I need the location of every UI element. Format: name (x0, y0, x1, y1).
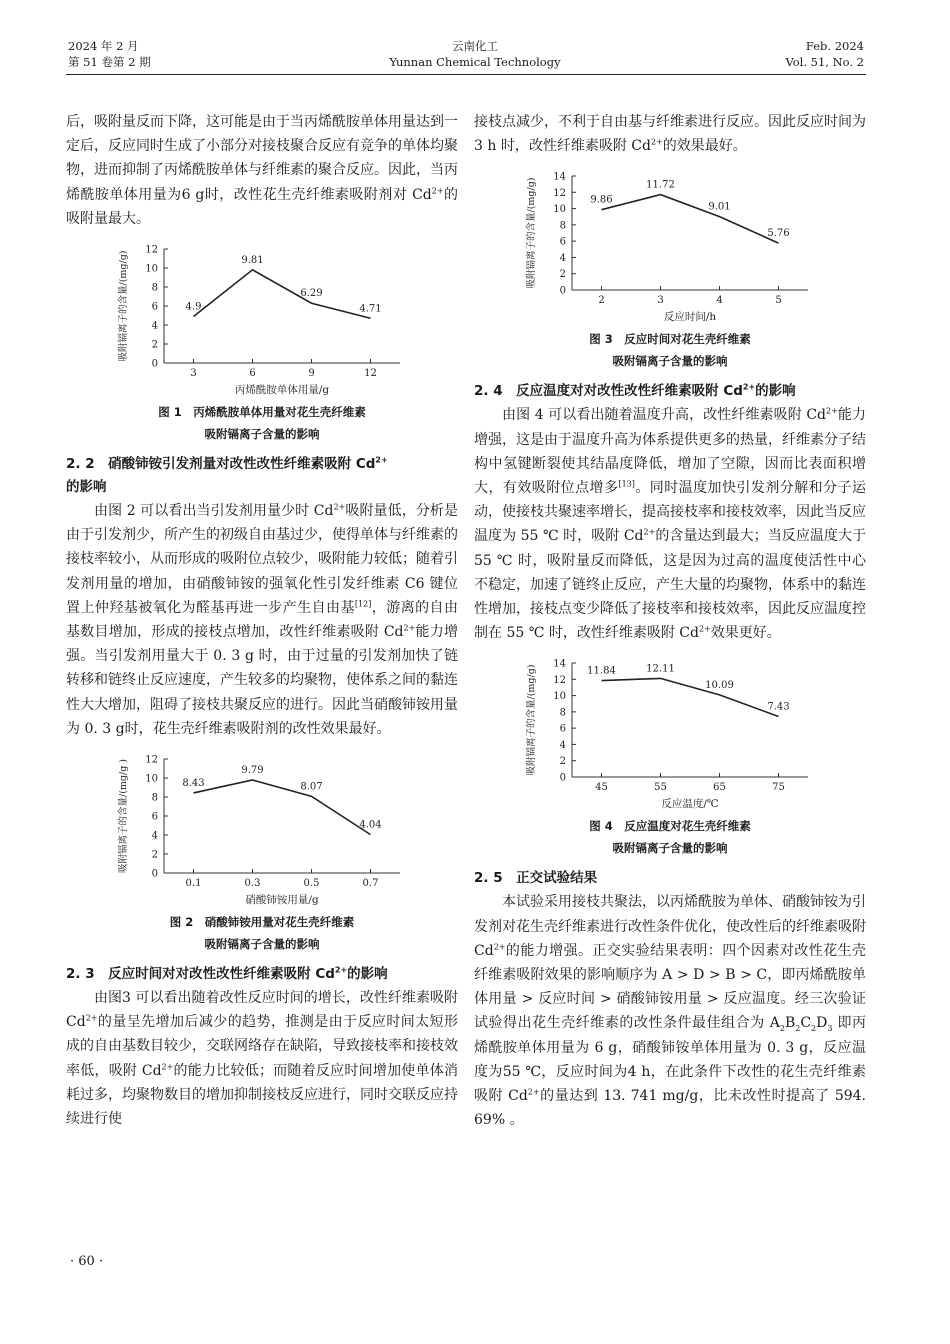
right-column (474, 110, 866, 1132)
y-tick-label: 6 (151, 301, 158, 313)
data-label: 7.43 (767, 701, 790, 713)
y-axis-label: 吸附镉离子的含量/(mg/g) (526, 177, 537, 289)
figure-3-chart (520, 166, 820, 326)
y-tick-label: 0 (559, 285, 566, 297)
series-line (194, 270, 371, 318)
journal-date-issue-en (785, 38, 864, 70)
x-tick-label: 65 (713, 782, 726, 794)
y-tick-label: 4 (559, 740, 566, 752)
data-label: 11.72 (646, 179, 675, 191)
header-date: 2024 年 2 月 (68, 39, 139, 53)
figure-2-chart (112, 749, 412, 909)
y-tick-label: 6 (559, 724, 566, 736)
data-label: 11.84 (587, 666, 616, 678)
y-tick-label: 0 (151, 868, 158, 880)
x-tick-label: 9 (308, 368, 315, 380)
header-volume-en: Vol. 51, No. 2 (785, 55, 864, 69)
y-axis-label: 吸附镉离子的含量/(mg/g ) (118, 759, 129, 874)
x-tick-label: 3 (190, 368, 197, 380)
paragraph: 接枝点减少，不利于自由基与纤维素进行反应。因此反应时间为 3 h 时，改性纤维素吸附 $Cd^{2+}$的效果最好。 (474, 114, 866, 155)
y-tick-label: 8 (559, 220, 566, 232)
x-tick-label: 0.3 (244, 878, 261, 890)
y-tick-label: 0 (559, 772, 566, 784)
y-tick-label: 2 (151, 339, 158, 351)
paragraph: 由图 4 可以看出随着温度升高，改性纤维素吸附 $Cd^{2+}$能力增强，这是由于温度升高为体系提供更多的热量，纤维素分子结构中氢键断裂使其结晶度降低，增加了空隙，因而比表面积增大，有效吸附位点增多[13]。同时温度加快引发剂分解和分子运动，使接枝共聚速率增长，提高接枝率和接枝效率，因此当反应温度为 55 ℃ 时，吸附 $Cd^{2+}$的含量达到最大；当反应温度大于 55 ℃ 时，吸附量反而降低，这是因为过高的温度使活性中心不稳定，加速了链终止反应，产生大量的均聚物，体系中的黏连性增加，接枝点变少降低了接枝率和接枝效率，因此反应温度控制在 55 ℃ 时，改性纤维素吸附 $Cd^{2+}$效果更好。 (474, 406, 867, 642)
header-journal-cn: 云南化工 (452, 39, 498, 53)
y-tick-label: 10 (553, 691, 566, 703)
page-number: · 60 · (70, 1254, 104, 1269)
x-axis-label: 反应时间/h (663, 311, 717, 324)
y-tick-label: 12 (553, 675, 566, 687)
series-line (602, 679, 779, 717)
y-tick-label: 10 (145, 773, 158, 785)
y-tick-label: 4 (559, 253, 566, 265)
figure-4-chart (520, 653, 820, 813)
data-label: 9.86 (590, 195, 613, 207)
y-tick-label: 14 (553, 658, 566, 670)
figure-1-caption: 图 1 丙烯酰胺单体用量对花生壳纤维素 吸附镉离子含量的影响 (158, 405, 366, 442)
section-2-2-heading: 2. 2 硝酸铈铵引发剂量对改性改性纤维素吸附 $Cd^{2+}$ 的影响 (66, 455, 388, 496)
y-tick-label: 4 (151, 830, 158, 842)
x-tick-label: 0.5 (303, 878, 320, 890)
paragraph: 由图3 可以看出随着改性反应时间的增长，改性纤维素吸附 $Cd^{2+}$的量呈先增加后减少的趋势，推测是由于反应时间太短形成的自由基数目较少，交联网络存在缺陷，导致接枝率和接枝效率低，吸附 $Cd^{2+}$的能力比较低；而随着反应时间增加使单体消耗过多，均聚物数目的增加抑制接枝反应进行，同时交联反应持续进行使 (66, 990, 459, 1128)
y-tick-label: 2 (559, 269, 566, 281)
data-label: 9.01 (708, 202, 731, 214)
y-tick-label: 14 (553, 171, 566, 183)
figure-1-chart (112, 239, 412, 399)
series-line (194, 780, 371, 835)
x-tick-label: 2 (598, 295, 605, 307)
data-label: 8.43 (182, 777, 205, 789)
x-tick-label: 0.7 (362, 878, 379, 890)
figure-2-caption: 图 2 硝酸铈铵用量对花生壳纤维素 吸附镉离子含量的影响 (169, 915, 355, 952)
x-tick-label: 0.1 (185, 878, 202, 890)
y-tick-label: 8 (559, 707, 566, 719)
y-tick-label: 8 (151, 282, 158, 294)
header-volume: 第 51 卷第 2 期 (68, 55, 151, 69)
x-tick-label: 5 (775, 295, 782, 307)
paragraph: 由图 2 可以看出当引发剂用量少时 $Cd^{2+}$吸附量低，分析是由于引发剂少，所产生的初级自由基过少，使得单体与纤维素的接枝率较小，从而形成的吸附位点较少，吸附能力较低；随着引发剂用量的增加，由硝酸铈铵的强氧化性引发纤维素 C6 键位置上仲羟基被氧化为醛基再进一步产生自由基[12]，游离的自由基数目增加，形成的接枝点增加，改性纤维素吸附 $Cd^{2+}$能力增强。当引发剂用量大于 0. 3 g 时，由于过量的引发剂加快了链转移和链终止反应速度，产生较多的均聚物，使体系之间的黏连性大大增加，阻碍了接枝共聚反应的进行。因此当硝酸铈铵用量为 0. 3 g时，花生壳纤维素吸附剂的改性效果最好。 (66, 502, 459, 737)
x-axis-label: 硝酸铈铵用量/g (245, 894, 319, 907)
figure-4-caption: 图 4 反应温度对花生壳纤维素 吸附镉离子含量的影响 (589, 819, 751, 856)
series-line (602, 195, 779, 244)
figure-3-caption: 图 3 反应时间对花生壳纤维素 吸附镉离子含量的影响 (589, 332, 751, 369)
header-rule (66, 74, 866, 75)
section-2-4-heading: 2. 4 反应温度对对改性改性纤维素吸附 $Cd^{2+}$的影响 (474, 382, 796, 400)
x-tick-label: 3 (657, 295, 664, 307)
y-tick-label: 6 (151, 811, 158, 823)
y-tick-label: 10 (553, 204, 566, 216)
data-label: 9.81 (241, 254, 264, 266)
y-tick-label: 4 (151, 320, 158, 332)
paragraph: 后，吸附量反而下降，这可能是由于当丙烯酰胺单体用量达到一定后，反应同时生成了小部分对接枝聚合反应有竞争的单体均聚物，进而抑制了丙烯酰胺单体与纤维素的聚合反应。因此，当丙烯酰胺单体用量为6 g时，改性花生壳纤维素吸附剂对 $Cd^{2+}$的吸附量最大。 (66, 114, 458, 227)
data-label: 5.76 (767, 228, 790, 240)
paragraph: 本试验采用接枝共聚法，以丙烯酰胺为单体、硝酸铈铵为引发剂对花生壳纤维素进行改性条件优化，使改性后的纤维素吸附 $Cd^{2+}$的能力增强。正交实验结果表明：四个因素对改性花生壳纤维素吸附效果的影响顺序为 A > D > B > C，即丙烯酰胺单体用量 > 反应时间 > 硝酸铈铵用量 > 反应温度。经三次验证试验得出花生壳纤维素的改性条件最佳组合为 $A_2B_2C_2D_3$ 即丙烯酰胺单体用量为 6 g，硝酸铈铵单体用量为 0. 3 g，反应温度为55 ℃，反应时间为4 h，在此条件下改性的花生壳纤维素吸附 $Cd^{2+}$的量达到 13. 741 mg/g，比未改性时提高了 594. 69% 。 (474, 894, 867, 1129)
data-label: 10.09 (705, 680, 734, 692)
y-axis-label: 吸附镉离子的含量/(mg/g) (526, 664, 537, 776)
data-label: 4.04 (359, 819, 382, 831)
x-tick-label: 45 (595, 782, 608, 794)
x-axis-label: 丙烯酰胺单体用量/g (234, 384, 330, 397)
data-label: 4.71 (359, 303, 382, 315)
y-tick-label: 12 (145, 244, 158, 256)
data-label: 8.07 (300, 781, 323, 793)
header-journal-en: Yunnan Chemical Technology (389, 55, 561, 69)
x-tick-label: 12 (364, 368, 377, 380)
y-axis-label: 吸附镉离子的含量/(mg/g) (118, 250, 129, 362)
section-2-5-heading: 2. 5 正交试验结果 (474, 870, 598, 887)
y-tick-label: 0 (151, 358, 158, 370)
y-tick-label: 6 (559, 237, 566, 249)
data-label: 6.29 (300, 288, 323, 300)
y-tick-label: 10 (145, 263, 158, 275)
y-tick-label: 8 (151, 792, 158, 804)
y-tick-label: 2 (559, 756, 566, 768)
data-label: 12.11 (646, 663, 675, 675)
y-tick-label: 2 (151, 849, 158, 861)
y-tick-label: 12 (553, 188, 566, 200)
data-label: 9.79 (241, 765, 264, 777)
y-tick-label: 12 (145, 754, 158, 766)
left-column (66, 110, 458, 1131)
x-tick-label: 6 (249, 368, 256, 380)
header-date-en: Feb. 2024 (805, 39, 864, 53)
x-tick-label: 4 (716, 295, 723, 307)
x-tick-label: 55 (654, 782, 667, 794)
x-tick-label: 75 (772, 782, 785, 794)
x-axis-label: 反应温度/℃ (661, 798, 719, 811)
data-label: 4.9 (185, 301, 202, 313)
section-2-3-heading: 2. 3 反应时间对对改性改性纤维素吸附 $Cd^{2+}$的影响 (66, 965, 388, 983)
